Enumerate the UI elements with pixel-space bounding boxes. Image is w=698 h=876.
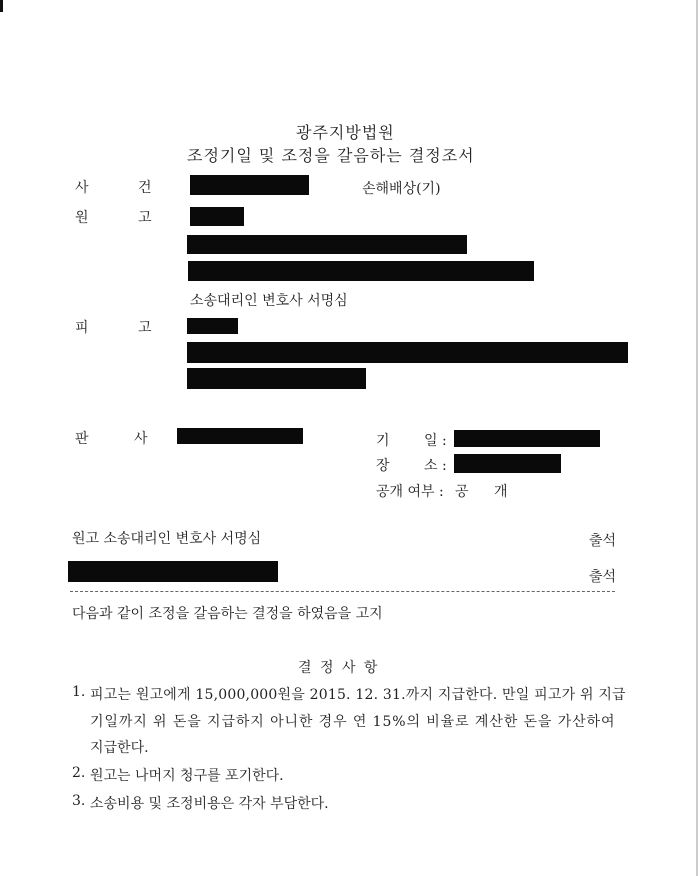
redacted-plaintiff-address-2 — [188, 261, 534, 281]
redacted-place — [454, 454, 561, 473]
date-label-2: 일 : — [424, 433, 447, 449]
case-label-1: 사 — [75, 180, 89, 196]
redacted-plaintiff-name — [190, 207, 244, 226]
redacted-defendant-address-1 — [187, 342, 628, 363]
redacted-defendant-address-2 — [187, 368, 366, 389]
defendant-label-2: 고 — [138, 320, 152, 336]
court-name: 광주지방법원 — [296, 123, 395, 142]
public-value-1: 공 — [455, 484, 469, 500]
public-value-2: 개 — [494, 484, 508, 500]
place-label-2: 소 : — [424, 458, 447, 474]
redacted-attendee-name — [68, 561, 278, 582]
case-label-2: 건 — [138, 180, 152, 196]
plaintiff-counsel: 소송대리인 변호사 서명심 — [190, 293, 348, 309]
redacted-case-number — [190, 175, 309, 195]
redacted-judge-name — [177, 428, 303, 444]
decision-item-line: 피고는 원고에게 15,000,000원을 2015. 12. 31.까지 지급한다. 만일 피고가 위 지급 — [90, 687, 626, 703]
page-title: 조정기일 및 조정을 갈음하는 결정조서 — [187, 146, 475, 165]
redacted-date — [454, 430, 600, 447]
notice-text: 다음과 같이 조정을 갈음하는 결정을 하였음을 고지 — [72, 606, 383, 622]
defendant-label-1: 피 — [75, 320, 89, 336]
scan-corner-mark — [0, 0, 3, 12]
attendance-name-1: 원고 소송대리인 변호사 서명심 — [72, 531, 262, 547]
judge-label-1: 판 — [75, 431, 89, 447]
attendance-status-2: 출석 — [589, 569, 617, 585]
public-label: 공개 여부 : — [376, 484, 444, 500]
decision-item-number: 2. — [72, 765, 86, 781]
redacted-defendant-name — [187, 318, 238, 334]
attendance-status-1: 출석 — [589, 533, 617, 549]
place-label-1: 장 — [376, 458, 390, 474]
plaintiff-label-2: 고 — [138, 210, 152, 226]
case-name: 손해배상(기) — [362, 181, 441, 197]
date-label-1: 기 — [376, 433, 390, 449]
divider — [70, 591, 615, 592]
decision-item-line: 소송비용 및 조정비용은 각자 부담한다. — [90, 796, 329, 812]
decision-item-line: 원고는 나머지 청구를 포기한다. — [90, 768, 284, 784]
decision-item-number: 1. — [72, 684, 86, 700]
decision-heading: 결 정 사 항 — [298, 660, 380, 676]
judge-label-2: 사 — [134, 431, 148, 447]
plaintiff-label-1: 원 — [75, 210, 89, 226]
redacted-plaintiff-address-1 — [187, 235, 467, 254]
decision-item-line: 지급한다. — [90, 740, 149, 756]
decision-item-line: 기일까지 위 돈을 지급하지 아니한 경우 연 15%의 비율로 계산한 돈을 가산하여 — [90, 714, 616, 730]
decision-item-number: 3. — [72, 793, 86, 809]
